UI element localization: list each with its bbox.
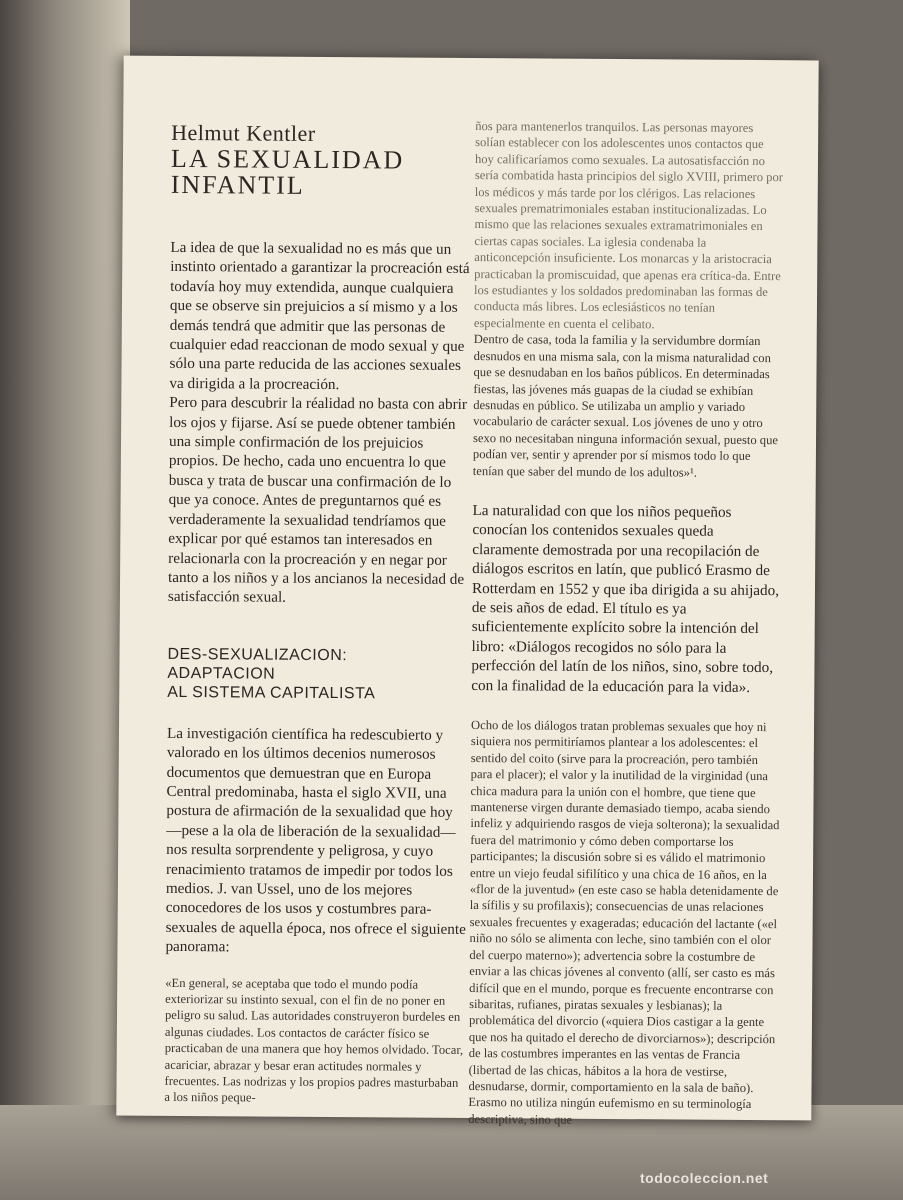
erasmo-paragraph: La naturalidad con que los niños pequeños conocían los contenidos sexuales queda claramente demostrada por una recopilación de diálogos escritos en latín, que publicó Erasmo de Rotterdam en 1552 y que iba dirigida a su ahijado, de seis años de edad. El título es ya suficientemente explícito sobre la intención del libro: «Diálogos recogidos no sólo para la perfección del latín de los niños, sino, sobre todo, con la finalidad de la educación para la vida». [471, 501, 780, 696]
section-heading [167, 645, 469, 704]
book-spine-shadow [0, 0, 130, 1200]
intro-paragraph-2: Pero para descubrir la réalidad no basta con abrir los ojos y fijarse. Así se puede obtener también una simple confirmación de los prejuicios propios. De hecho, cada uno encuentra lo que busca y trata de buscar una confirmación de lo que ya conoce. Antes de preguntarnos qué es verdaderamente la sexualidad tendríamos que explicar por qué estamos tan interesados en relacionarla con la procreación y en negar por tanto a los niños y a los ancianos la necesidad de satisfacción sexual. [167, 394, 468, 607]
article-title: LA SEXUALIDAD INFANTIL [170, 143, 405, 200]
quote-faded-paragraph: ños para mantenerlos tranquilos. Las personas mayores solían establecer con los adolescentes unos contactos que hoy calificaríamos como sexuales. La autosatisfacción no sería combatida hasta principios del siglo XVIII, primero por los médicos y más tarde por los clérigos. Las relaciones sexuales prematrimoniales estaban institucionalizadas. Lo mismo que las relaciones sexuales extramatrimoniales en ciertas capas sociales. La iglesia condenaba la anticoncepción insuficiente. Los monarcas y la aristocracia practicaban la promiscuidad, que apenas era crítica-da. Entre los estudiantes y los soldados predominaban las formas de conducta más libres. Los eclesiásticos no tenían especialmente en cuenta el celibato. [473, 119, 784, 332]
right-column [468, 119, 785, 1129]
left-column [164, 120, 473, 1108]
dialogs-paragraph: Ocho de los diálogos tratan problemas sexuales que hoy ni siquiera nos permitiríamos plantear a los adolescentes: el sentido del coito (sirve para la procreación, pero también para el placer); el valor y la inutilidad de la virginidad (una chica madura para la unión con el hombre, que tiene que mantenerse virgen durante demasiado tiempo, acaba siendo infeliz y adquiriendo rasgos de vieja solterona); la sexualidad fuera del matrimonio y cómo deben comportarse los participantes; la discusión sobre si es válido el matrimonio entre un viejo feudal sifilítico y una chica de 16 años, en la «flor de la juventud» (en este caso se habla detenidamente de la sífilis y su profilaxis); consecuencias de unas relaciones sexuales frecuentes y exageradas; educación del lactante («el niño no sólo se alimenta con leche, sino también con el olor del cuerpo materno»); advertencia sobre la costumbre de enviar a las chicas jóvenes al convento (allí, ser casto es más difícil que en el mundo, porque es frecuente encontrarse con sibaritas, rufianes, piratas sexuales y lesbianas); la problemática del divorcio («quiera Dios castigar a la gente que nos ha quitado el derecho de divorciarnos»); descripción de las costumbres imperantes en las ventas de Francia (libertad de las chicas, hábitos a la hora de vestirse, desnudarse, dormir, comportamiento en la sala de baño). Erasmo no utiliza ningún eufemismo en su terminología descriptiva, sino que [468, 718, 780, 1127]
quote-start-paragraph: «En general, se aceptaba que todo el mundo podía exteriorizar su instinto sexual, con el fin de no poner en peligro su salud. Las autoridades construyeron burdeles en algunas ciudades. Los contactos de carácter físico se practicaban de una manera que hoy hemos olvidado. Tocar, acariciar, abrazar y besar eran actitudes normales y frecuentes. Las nodrizas y los propios padres masturbaban a los niños peque- [164, 975, 464, 1105]
section-heading-line-1: DES-SEXUALIZACION: [167, 645, 348, 664]
watermark-text: todocoleccion.net [640, 1170, 769, 1186]
article-author: Helmut Kentler [171, 119, 316, 146]
section-heading-line-3: AL SISTEMA CAPITALISTA [167, 683, 376, 703]
section-heading-line-2: ADAPTACION [167, 664, 276, 683]
quote-continued-paragraph: Dentro de casa, toda la familia y la servidumbre dormían desnudos en una misma sala, con la misma naturalidad con que se desnudaban en los baños públicos. En determinadas fiestas, las jóvenes más guapas de la ciudad se exhibían desnudas en público. Se utilizaba un amplio y variado vocabulario de carácter sexual. Los jóvenes de uno y otro sexo no necesitaban ninguna información sexual, puesto que podían ver, sentir y aprender por sí mismos todo lo que tenían que saber del mundo de los adultos»¹. [472, 332, 779, 480]
intro-paragraph-1: La idea de que la sexualidad no es más que un instinto orientado a garantizar la procreación está todavía hoy muy extendida, aunque cualquiera que se observe sin prejuicios a sí mismo y a los demás tendrá que admitir que las personas de cualquier edad reaccionan de modo sexual y que sólo una parte reducida de las acciones sexuales va dirigida a la procreación. [169, 238, 470, 393]
book-page [116, 56, 818, 1127]
section-paragraph: La investigación científica ha redescubierto y valorado en los últimos decenios numerosos documentos que demuestran que en Europa Central predominaba, hasta el siglo XVII, una postura de afirmación de la sexualidad que hoy —pese a la ola de liberación de la sexualidad— nos resulta sorprendente y peligrosa, y cuyo renacimiento tratamos de impedir por todos los medios. J. van Ussel, uno de los mejores conocedores de los usos y costumbres para-sexuales de aquella época, nos ofrece el siguiente panorama: [165, 724, 466, 956]
